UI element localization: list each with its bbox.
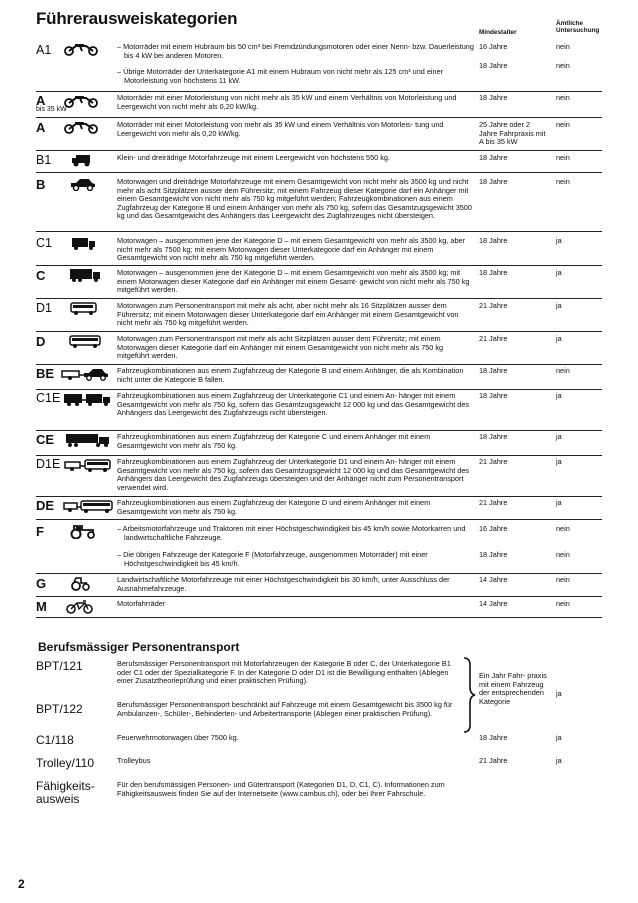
bpt-description: Für den berufsmässigen Personen- und Gütertransport (Kategorien D1, D, C1, C). Informationen zum Fähigkeitsausweis finden Sie auf der Internetseite (www.cambus.ch), oder bei Ihrer Fahrschule.	[117, 780, 445, 798]
category-row-d1	[36, 299, 602, 332]
category-code: M	[36, 599, 47, 614]
min-age: 21 Jahre	[479, 498, 508, 507]
min-age: 14 Jahre	[479, 575, 508, 584]
official-exam: nein	[556, 61, 570, 70]
column-header-min-age: Mindestalter	[479, 29, 517, 36]
category-code: CE	[36, 432, 55, 447]
min-age: 18 Jahre	[479, 93, 508, 102]
category-row-f	[36, 520, 602, 574]
category-description: Fahrzeugkombinationen aus einem Zugfahrzeug der Kategorie B und einem Anhänger, die als Kombination nicht unter die Kategorie B fallen.	[117, 366, 464, 384]
semi-truck-icon	[64, 434, 114, 446]
bpt-official-exam: ja	[556, 756, 562, 765]
category-code: C1	[36, 236, 52, 250]
category-code: BE	[36, 366, 55, 381]
bpt-brace-official-exam: ja	[556, 689, 562, 698]
official-exam: nein	[556, 599, 570, 608]
category-code: B1	[36, 153, 52, 167]
official-exam: nein	[556, 93, 570, 102]
category-description: Fahrzeugkombinationen aus einem Zugfahrzeug der Kategorie C und einem Anhänger mit einem Gesamtgewicht von mehr als 750 kg.	[117, 432, 431, 450]
category-row-b	[36, 173, 602, 232]
bpt-description: Feuerwehrmotorwagen über 7500 kg.	[117, 733, 239, 742]
min-age: 18 Jahre	[479, 61, 508, 70]
category-description: Motorwagen zum Personentransport mit mehr als acht Sitzplätzen ausser dem Führersitz; mit einem Motorwagen dieser Kategorie darf ein Anhänger mit einem Gesamtgewicht von nicht mehr als 750 kg mitgeführt werden.	[117, 334, 444, 361]
bpt-description: Berufsmässiger Personentransport beschränkt auf Fahrzeuge mit einem Gesamtgewicht bis 3500 kg für Ambulanzen-, Schüler-, Behinderten- und Arbeitertransporte (Ablegen einer praktischen Prüfung).	[117, 700, 453, 718]
bpt-category: Trolley/110	[36, 756, 95, 770]
category-code: D1E	[36, 457, 61, 471]
official-exam: ja	[556, 236, 562, 245]
truck-trailer-icon	[62, 393, 112, 405]
official-exam: nein	[556, 524, 570, 533]
moped-icon	[62, 600, 112, 612]
category-code: B	[36, 177, 46, 192]
page-number: 2	[18, 877, 25, 891]
motorcycle-icon	[62, 95, 112, 107]
category-code: D1	[36, 301, 52, 315]
car-icon	[62, 178, 112, 190]
category-description: Motorräder mit einer Motorleistung von nicht mehr als 35 kW und einem Verhältnis von Motorleistung und Leergewicht von nicht mehr als 0,20 kW/kg.	[117, 93, 457, 111]
bus-icon	[62, 335, 112, 347]
min-age: 18 Jahre	[479, 391, 508, 400]
category-row-ce	[36, 431, 602, 456]
category-description: Motorräder mit einer Motorleistung von mehr als 35 kW und einem Verhältnis von Motorleis- tung und Leergewicht von mehr als 0,20 kW/kg.	[117, 120, 444, 138]
category-row-be	[36, 365, 602, 390]
category-row-a-35kw	[36, 92, 602, 118]
bpt-description: Berufsmässiger Personentransport mit Motorfahrzeugen der Kategorie B oder C, der Unterkategorie B1 oder C1 oder der Spezialkategorie F. In der Kategorie D oder D1 ist die Bewilligung enthalten (Ablegen einer Zusatztheorieprüfung und einer praktischen Prüfung).	[117, 659, 451, 686]
large-truck-icon	[62, 269, 112, 281]
official-exam: ja	[556, 334, 562, 343]
bpt-official-exam: ja	[556, 733, 562, 742]
page-title: Führerausweiskategorien	[36, 9, 238, 28]
category-code: C1E	[36, 391, 61, 405]
category-description: – Arbeitsmotorfahrzeuge und Traktoren mit einer Höchstgeschwindigkeit bis 45 km/h sowie Motorkarren und landwirtschaftliche Fahrzeuge.	[117, 524, 466, 542]
bus-trailer-icon	[62, 500, 112, 512]
section-title-professional: Berufsmässiger Personentransport	[38, 640, 240, 654]
category-code: A	[36, 120, 46, 135]
official-exam: nein	[556, 575, 570, 584]
category-description: Fahrzeugkombinationen aus einem Zugfahrzeug der Kategorie D und einem Anhänger mit einem Gesamtgewicht von mehr als 750 kg.	[117, 498, 431, 516]
category-code: G	[36, 576, 47, 591]
official-exam: ja	[556, 498, 562, 507]
category-row-a	[36, 118, 602, 151]
category-row-d1e	[36, 456, 602, 497]
category-code: A	[36, 93, 46, 108]
min-age: 16 Jahre	[479, 42, 508, 51]
min-age: 18 Jahre	[479, 366, 508, 375]
min-age: 18 Jahre	[479, 236, 508, 245]
category-description: – Motorräder mit einem Hubraum bis 50 cm³ bei Fremdzündungsmotoren oder einer Nenn- bzw. Dauerleistung bis 4 kW bei anderen Motoren.	[117, 42, 474, 60]
min-age: 18 Jahre	[479, 550, 508, 559]
category-row-d	[36, 332, 602, 365]
category-row-b1	[36, 151, 602, 173]
min-age: 21 Jahre	[479, 301, 508, 310]
tractor-icon	[62, 525, 112, 537]
agricultural-vehicle-icon	[62, 577, 112, 589]
category-row-m	[36, 597, 602, 618]
category-code: DE	[36, 498, 55, 513]
category-description: Motorwagen und dreirädrige Motorfahrzeuge mit einem Gesamtgewicht von nicht mehr als 3500 kg und nicht mehr als acht Sitzplätzen ausser dem Führersitz; mit einem Fahrzeug dieser Kategorie darf ein Anhänger mit einem Gesamtgewicht von nicht mehr als 750 kg mitgeführt werden; Fahrzeugkombinationen aus einem Zugfahrzeug der Kategorie B und einem Anhänger von mehr als 750 kg, sofern das Gesamtzugsgewicht 3500 kg und das Gesamtgewicht des Anhängers das Leergewicht des Zugfahrzeuges nicht übersteigen.	[117, 177, 472, 221]
category-description: Klein- und dreirädrige Motorfahrzeuge mit einem Leergewicht von höchstens 550 kg.	[117, 153, 390, 162]
category-code: A1	[36, 43, 52, 57]
category-subtitle: bis 35 kW	[36, 106, 67, 113]
bpt-min-age: 21 Jahre	[479, 756, 508, 765]
category-code: C	[36, 268, 46, 283]
min-age: 21 Jahre	[479, 457, 508, 466]
min-age: 14 Jahre	[479, 599, 508, 608]
category-description: Motorwagen – ausgenommen jene der Kategorie D – mit einem Gesamtgewicht von mehr als 3500 kg, aber nicht mehr als 7500 kg; mit einem Motorwagen dieser Unterkategorie darf ein Anhänger mit einem Gesamtgewicht von nicht mehr als 750 kg mitgeführt werden.	[117, 236, 466, 263]
category-description: Motorwagen – ausgenommen jene der Kategorie D – mit einem Gesamtgewicht von mehr als 3500 kg; mit einem Motorwagen dieser Kategorie darf ein Anhänger mit einem Gesamt- gewicht von nicht mehr als 750 kg mitgeführt werden.	[117, 268, 470, 295]
brace-icon	[462, 657, 476, 733]
category-code: F	[36, 524, 44, 539]
bpt-brace-min-age: Ein Jahr Fahr- praxis mit einem Fahrzeug der entsprechenden Kategorie	[479, 671, 547, 706]
min-age: 18 Jahre	[479, 177, 508, 186]
minibus-icon	[62, 302, 112, 314]
official-exam: ja	[556, 301, 562, 310]
minibus-trailer-icon	[63, 459, 113, 471]
min-age: 16 Jahre	[479, 524, 508, 533]
column-header-official-exam: Ämtliche Untersuchung	[556, 20, 600, 34]
category-row-c1e	[36, 390, 602, 431]
category-row-g	[36, 574, 602, 597]
category-row-c1	[36, 232, 602, 266]
official-exam: nein	[556, 153, 570, 162]
official-exam: ja	[556, 457, 562, 466]
small-truck-icon	[62, 154, 112, 166]
official-exam: ja	[556, 391, 562, 400]
official-exam: ja	[556, 268, 562, 277]
bpt-category: BPT/121	[36, 659, 83, 673]
bpt-description: Trolleybus	[117, 756, 151, 765]
official-exam: ja	[556, 432, 562, 441]
min-age: 21 Jahre	[479, 334, 508, 343]
min-age: 18 Jahre	[479, 432, 508, 441]
category-row-a1	[36, 40, 602, 92]
official-exam: nein	[556, 366, 570, 375]
min-age: 18 Jahre	[479, 153, 508, 162]
category-description: Landwirtschaftliche Motorfahrzeuge mit einer Höchstgeschwindigkeit bis 30 km/h, unter Ausschluss der Ausnahmefahrzeuge.	[117, 575, 450, 593]
min-age: 18 Jahre	[479, 268, 508, 277]
official-exam: nein	[556, 120, 570, 129]
category-description: Motorfahrräder	[117, 599, 166, 608]
official-exam: nein	[556, 550, 570, 559]
category-description: Fahrzeugkombinationen aus einem Zugfahrzeug der Unterkategorie C1 und einem An- hänger mit einem Gesamtgewicht von mehr als 750 kg, sofern das Gesamtzugsgewicht 12 000 kg und das Gesamtgewicht des Anhängers das Leergewicht des Zugfahrzeugs nicht übersteigen.	[117, 391, 470, 418]
official-exam: nein	[556, 177, 570, 186]
category-description: Fahrzeugkombinationen aus einem Zugfahrzeug der Unterkategorie D1 und einem An- hänger mit einem Gesamtgewicht von mehr als 750 kg, sofern das Gesamtzugsgewicht 12 000 kg und das Gesamtgewicht des Anhängers das Leergewicht des Zugfahrzeugs übersteigen und der Anhänger nicht zum Personentransport verwendet wird.	[117, 457, 470, 492]
motorcycle-icon	[62, 43, 112, 55]
bpt-min-age: 18 Jahre	[479, 733, 508, 742]
category-row-de	[36, 497, 602, 520]
category-description: Motorwagen zum Personentransport mit mehr als acht, aber nicht mehr als 16 Sitzplätzen ausser dem Führersitz; mit einem Motorwagen dieser Unterkategorie darf ein Anhänger mit einem Gesamtgewicht von nicht mehr als 750 kg mitgeführt werden.	[117, 301, 459, 328]
motorcycle-icon	[62, 121, 112, 133]
car-trailer-icon	[60, 368, 110, 380]
official-exam: nein	[556, 42, 570, 51]
bpt-category: BPT/122	[36, 702, 83, 716]
category-description: – Die übrigen Fahrzeuge der Kategorie F (Motorfahrzeuge, ausgenommen Motorräder) mit einer Höchstgeschwindigkeit bis 45 km/h.	[117, 550, 428, 568]
truck-icon	[62, 237, 112, 249]
bpt-category: C1/118	[36, 733, 74, 747]
category-row-c	[36, 266, 602, 299]
min-age: 25 Jahre oder 2 Jahre Fahrpraxis mit A bis 35 kW	[479, 120, 546, 147]
bpt-category: Fähigkeits- ausweis	[36, 779, 95, 806]
category-code: D	[36, 334, 46, 349]
category-description: – Übrige Motorräder der Unterkategorie A1 mit einem Hubraum von nicht mehr als 125 cm³ und einer Motorleistung von höchstens 11 kW.	[117, 67, 444, 85]
